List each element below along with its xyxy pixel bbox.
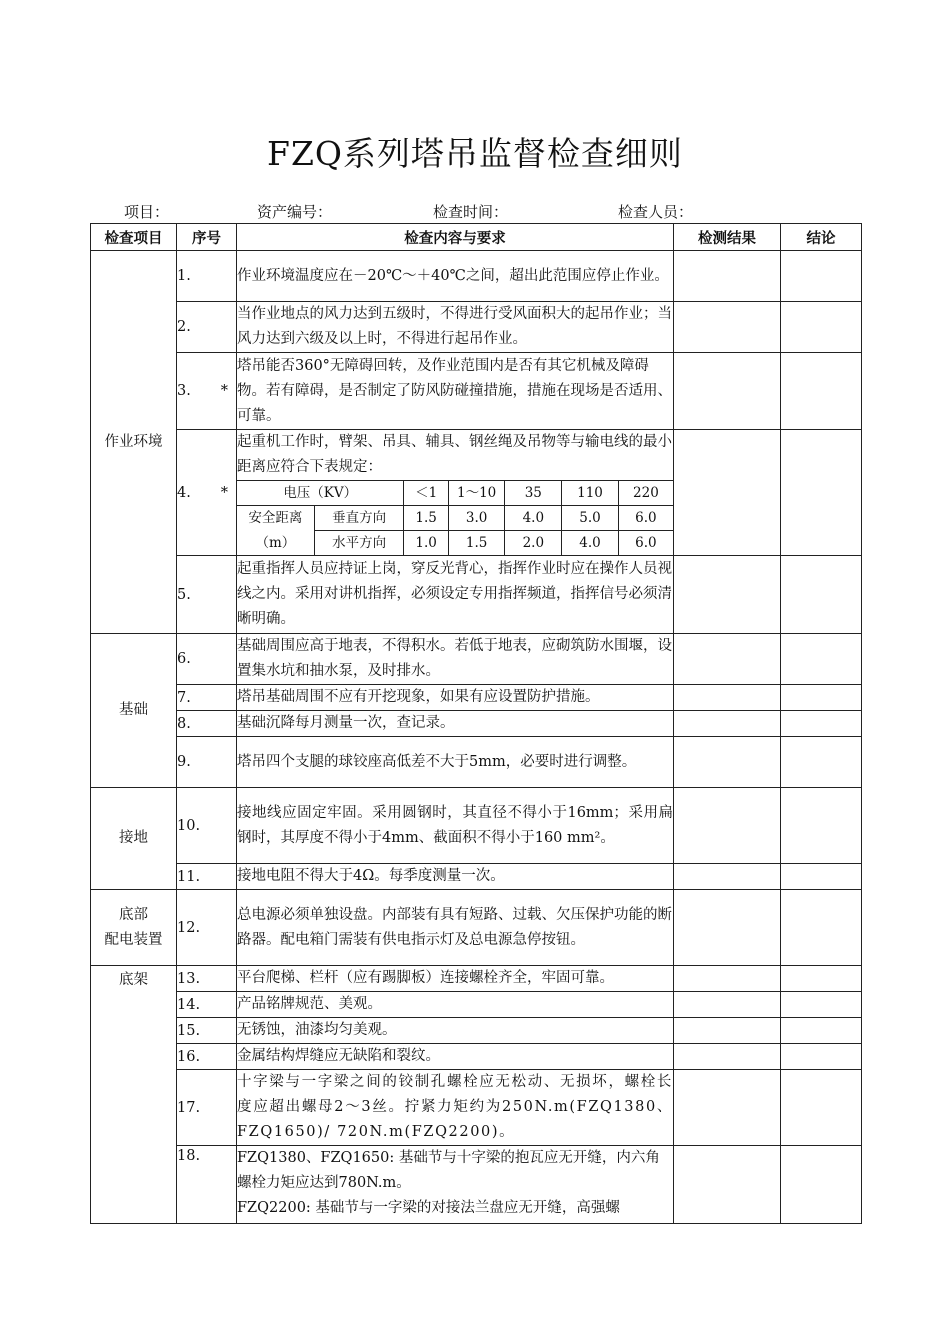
table-row: [91, 737, 862, 788]
row-number: 4. *: [177, 430, 237, 556]
safety-distance-unit: （m）: [237, 531, 314, 556]
row-content: 十字梁与一字梁之间的铰制孔螺栓应无松动、无损坏，螺栓长度应超出螺母2～3丝。拧紧力矩约为250N.m(FZQ1380、FZQ1650)/ 720N.m(FZQ2200)。: [237, 1070, 674, 1146]
row-content: 基础沉降每月测量一次，查记录。: [237, 711, 674, 737]
horizontal-value: 6.0: [618, 531, 673, 556]
result-cell[interactable]: [674, 1070, 781, 1146]
row-content: 塔吊基础周围不应有开挖现象，如果有应设置防护措施。: [237, 685, 674, 711]
row-content: 产品铭牌规范、美观。: [237, 992, 674, 1018]
horizontal-value: 1.0: [404, 531, 448, 556]
row-content-line1: FZQ1380、FZQ1650: 基础节与十字梁的抱瓦应无开缝，内六角螺栓力矩应达到780N.m。: [237, 1150, 660, 1191]
table-row: [91, 353, 862, 430]
table-row: [91, 890, 862, 966]
table-row: [91, 1018, 862, 1044]
row-content: 当作业地点的风力达到五级时，不得进行受风面积大的起吊作业；当风力达到六级及以上时，不得进行起吊作业。: [237, 302, 674, 353]
result-cell[interactable]: [674, 711, 781, 737]
row-number: 17.: [177, 1070, 237, 1146]
horizontal-value: 1.5: [448, 531, 505, 556]
meta-check-time: 检查时间：: [433, 203, 509, 221]
voltage-value: ＜1: [404, 481, 448, 506]
conclusion-cell[interactable]: [781, 302, 862, 353]
conclusion-cell[interactable]: [781, 634, 862, 685]
result-cell[interactable]: [674, 251, 781, 302]
conclusion-cell[interactable]: [781, 1018, 862, 1044]
row-content: 基础周围应高于地表，不得积水。若低于地表，应砌筑防水围堰，设置集水坑和抽水泵，及时排水。: [237, 634, 674, 685]
table-row: [91, 864, 862, 890]
vertical-value: 6.0: [618, 506, 673, 531]
row-number: 6.: [177, 634, 237, 685]
voltage-header-label: 电压（KV）: [237, 481, 404, 506]
result-cell[interactable]: [674, 685, 781, 711]
result-cell[interactable]: [674, 737, 781, 788]
row-number: 18.: [177, 1146, 237, 1224]
header-result: 检测结果: [674, 224, 781, 251]
horizontal-value: 2.0: [505, 531, 562, 556]
row-content: [237, 1146, 674, 1224]
vertical-value: 3.0: [448, 506, 505, 531]
category-grounding: 接地: [91, 788, 177, 890]
result-cell[interactable]: [674, 1018, 781, 1044]
conclusion-cell[interactable]: [781, 737, 862, 788]
table-header-row: [91, 224, 862, 251]
row-number: 7.: [177, 685, 237, 711]
horizontal-value: 4.0: [562, 531, 619, 556]
row-number: 13.: [177, 966, 237, 992]
row-content: 接地电阻不得大于4Ω。每季度测量一次。: [237, 864, 674, 890]
table-row: [91, 251, 862, 302]
conclusion-cell[interactable]: [781, 353, 862, 430]
row-content: 接地线应固定牢固。采用圆钢时，其直径不得小于16mm；采用扁钢时，其厚度不得小于4mm、截面积不得小于160 mm²。: [237, 788, 674, 864]
vertical-value: 4.0: [505, 506, 562, 531]
page-title: FZQ系列塔吊监督检查细则: [267, 134, 683, 173]
category-work-environment: 作业环境: [91, 251, 177, 634]
conclusion-cell[interactable]: [781, 556, 862, 634]
horizontal-label: 水平方向: [314, 531, 404, 556]
row-number: 16.: [177, 1044, 237, 1070]
row-number: 11.: [177, 864, 237, 890]
row-number: 5.: [177, 556, 237, 634]
category-chassis: 底架: [91, 966, 177, 1224]
table-row: [91, 992, 862, 1018]
row-number: 14.: [177, 992, 237, 1018]
row-number: 2.: [177, 302, 237, 353]
result-cell[interactable]: [674, 992, 781, 1018]
safety-distance-label: 安全距离: [237, 506, 314, 531]
voltage-value: 220: [618, 481, 673, 506]
row-content: 作业环境温度应在－20℃～＋40℃之间，超出此范围应停止作业。: [237, 251, 674, 302]
conclusion-cell[interactable]: [781, 1070, 862, 1146]
row-number: 12.: [177, 890, 237, 966]
table-row: [91, 685, 862, 711]
row-number: 15.: [177, 1018, 237, 1044]
conclusion-cell[interactable]: [781, 711, 862, 737]
header-content: 检查内容与要求: [237, 224, 674, 251]
row-number: 1.: [177, 251, 237, 302]
category-foundation: 基础: [91, 634, 177, 788]
row-content: 起重机工作时，臂架、吊具、辅具、钢丝绳及吊物等与输电线的最小距离应符合下表规定：: [237, 430, 674, 481]
result-cell[interactable]: [674, 1044, 781, 1070]
header-category: 检查项目: [91, 224, 177, 251]
row-number: 8.: [177, 711, 237, 737]
conclusion-cell[interactable]: [781, 430, 862, 556]
vertical-label: 垂直方向: [314, 506, 404, 531]
table-row: [91, 302, 862, 353]
conclusion-cell[interactable]: [781, 788, 862, 864]
row-content: 塔吊四个支腿的球铰座高低差不大于5mm，必要时进行调整。: [237, 737, 674, 788]
important-marker: *: [220, 383, 228, 399]
row-content: 起重指挥人员应持证上岗，穿反光背心，指挥作业时应在操作人员视线之内。采用对讲机指挥，必须设定专用指挥频道，指挥信号必须清晰明确。: [237, 556, 674, 634]
table-row: [91, 556, 862, 634]
header-conclusion: 结论: [781, 224, 862, 251]
voltage-distance-table: [237, 480, 673, 555]
result-cell[interactable]: [674, 556, 781, 634]
voltage-value: 35: [505, 481, 562, 506]
row-number: 3. *: [177, 353, 237, 430]
table-row: [91, 1044, 862, 1070]
table-row: [91, 711, 862, 737]
important-marker: *: [220, 484, 228, 501]
meta-project: 项目：: [124, 203, 170, 221]
result-cell[interactable]: [674, 634, 781, 685]
inspection-table: [90, 223, 862, 1224]
result-cell[interactable]: [674, 1146, 781, 1224]
conclusion-cell[interactable]: [781, 890, 862, 966]
result-cell[interactable]: [674, 966, 781, 992]
category-bottom-power: [91, 890, 177, 966]
row-content: 金属结构焊缝应无缺陷和裂纹。: [237, 1044, 674, 1070]
result-cell[interactable]: [674, 353, 781, 430]
category-bottom-power-line2: 配电装置: [104, 931, 163, 948]
table-row: [91, 430, 862, 481]
result-cell[interactable]: [674, 302, 781, 353]
table-row: [91, 1070, 862, 1146]
conclusion-cell[interactable]: [781, 1146, 862, 1224]
voltage-value: 1～10: [448, 481, 505, 506]
conclusion-cell[interactable]: [781, 685, 862, 711]
result-cell[interactable]: [674, 864, 781, 890]
table-row: [91, 966, 862, 992]
voltage-table-cell: [237, 480, 674, 556]
meta-inspector: 检查人员：: [618, 203, 694, 221]
conclusion-cell[interactable]: [781, 1044, 862, 1070]
header-seq: 序号: [177, 224, 237, 251]
voltage-value: 110: [562, 481, 619, 506]
result-cell[interactable]: [674, 430, 781, 556]
row-content: 塔吊能否360°无障碍回转，及作业范围内是否有其它机械及障碍物。若有障碍，是否制定了防风防碰撞措施，措施在现场是否适用、可靠。: [237, 353, 674, 430]
row-number: 9.: [177, 737, 237, 788]
row-content: 平台爬梯、栏杆（应有踢脚板）连接螺栓齐全，牢固可靠。: [237, 966, 674, 992]
conclusion-cell[interactable]: [781, 966, 862, 992]
category-bottom-power-line1: 底部: [119, 906, 148, 923]
result-cell[interactable]: [674, 788, 781, 864]
conclusion-cell[interactable]: [781, 251, 862, 302]
conclusion-cell[interactable]: [781, 992, 862, 1018]
meta-asset-no: 资产编号：: [257, 203, 333, 221]
row-content: 总电源必须单独设盘。内部装有具有短路、过载、欠压保护功能的断路器。配电箱门需装有供电指示灯及总电源急停按钮。: [237, 890, 674, 966]
row-number: 10.: [177, 788, 237, 864]
table-row: [91, 634, 862, 685]
row-content: 无锈蚀，油漆均匀美观。: [237, 1018, 674, 1044]
row-content-line2: FZQ2200: 基础节与一字梁的对接法兰盘应无开缝，高强螺: [237, 1200, 620, 1216]
table-row: [91, 788, 862, 864]
table-row: [91, 1146, 862, 1224]
vertical-value: 1.5: [404, 506, 448, 531]
conclusion-cell[interactable]: [781, 864, 862, 890]
vertical-value: 5.0: [562, 506, 619, 531]
result-cell[interactable]: [674, 890, 781, 966]
